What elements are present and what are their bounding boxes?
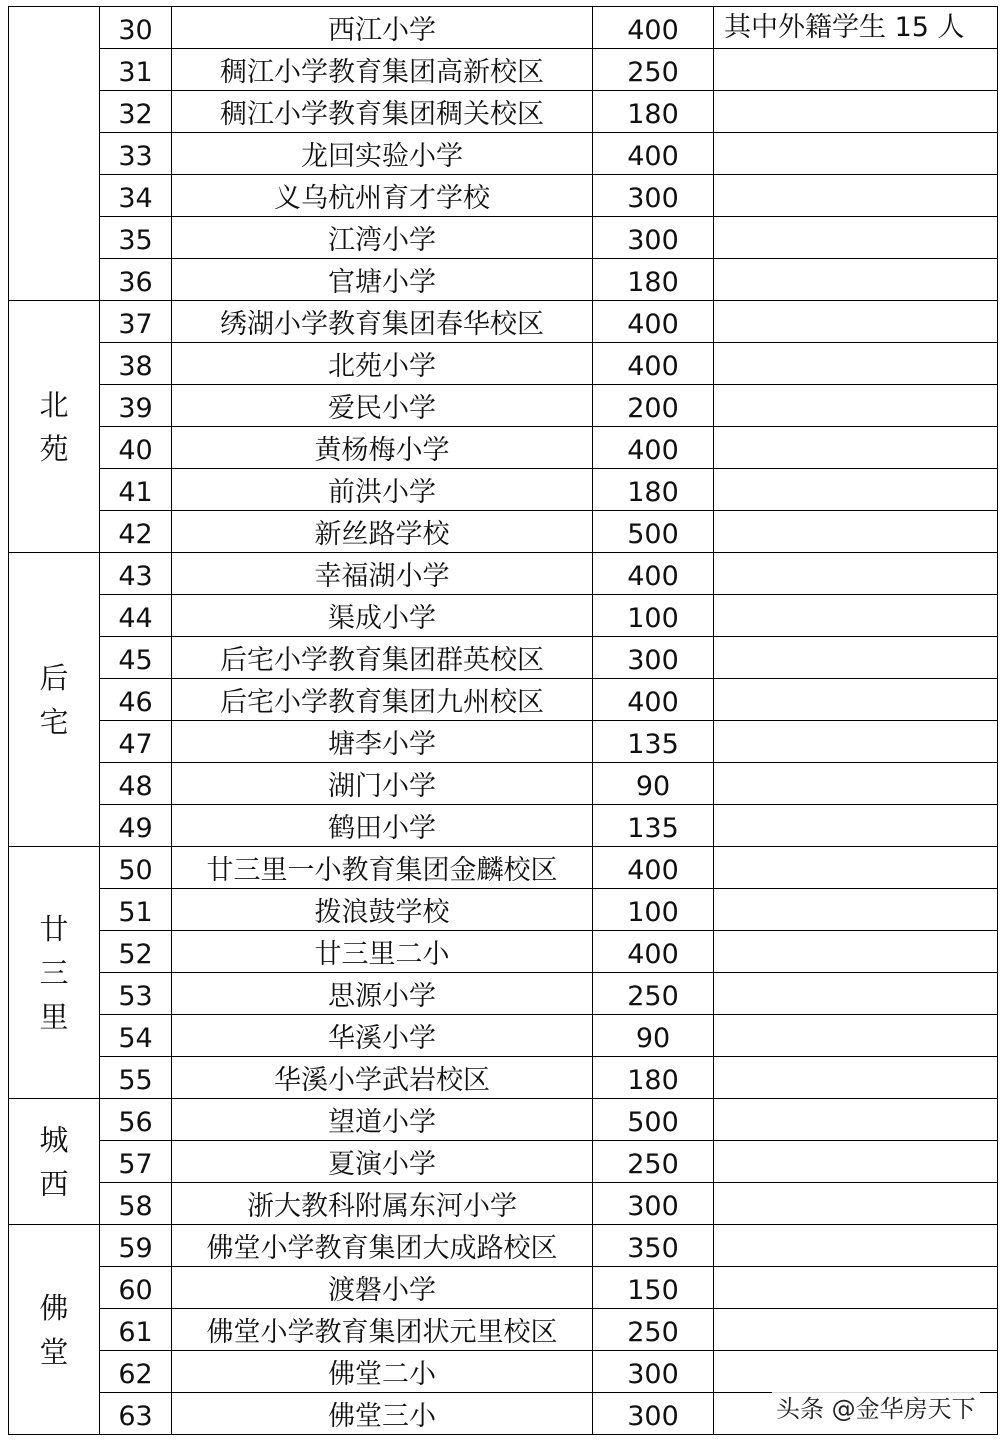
school-name: 江湾小学 — [328, 225, 436, 256]
enrollment-capacity-cell — [593, 553, 714, 595]
table-body — [9, 7, 998, 1435]
remark-cell — [714, 385, 998, 427]
remark-cell — [714, 1057, 998, 1099]
row-number: 45 — [118, 645, 153, 676]
remark-cell — [714, 679, 998, 721]
district-cell — [9, 7, 100, 301]
enrollment-capacity-cell — [593, 1099, 714, 1141]
remark-cell — [714, 343, 998, 385]
school-name: 北苑小学 — [328, 351, 436, 382]
row-number: 56 — [118, 1107, 153, 1138]
row-number: 50 — [118, 855, 153, 886]
table-row — [9, 721, 998, 763]
table-row — [9, 595, 998, 637]
school-name-cell — [172, 889, 593, 931]
row-number: 53 — [118, 981, 153, 1012]
school-name: 华溪小学 — [328, 1023, 436, 1054]
school-name: 廿三里一小教育集团金麟校区 — [206, 855, 558, 886]
enrollment-capacity: 135 — [627, 729, 679, 760]
enrollment-capacity: 180 — [627, 1065, 679, 1096]
school-name: 廿三里二小 — [314, 939, 450, 970]
table-row — [9, 553, 998, 595]
enrollment-capacity-cell — [593, 427, 714, 469]
school-name-cell — [172, 1099, 593, 1141]
school-name-cell — [172, 973, 593, 1015]
enrollment-capacity-cell — [593, 637, 714, 679]
enrollment-capacity-cell — [593, 973, 714, 1015]
enrollment-capacity-cell — [593, 931, 714, 973]
table-row — [9, 679, 998, 721]
row-number: 41 — [118, 477, 153, 508]
row-number: 43 — [118, 561, 153, 592]
enrollment-capacity: 200 — [627, 393, 679, 424]
remark-cell — [714, 1267, 998, 1309]
remark: 其中外籍学生 15 人 — [724, 12, 965, 43]
school-name-cell — [172, 1015, 593, 1057]
enrollment-capacity-cell — [593, 595, 714, 637]
table-row — [9, 1309, 998, 1351]
row-number: 57 — [118, 1149, 153, 1180]
school-name-cell — [172, 721, 593, 763]
school-name-cell — [172, 511, 593, 553]
row-number-cell — [100, 469, 172, 511]
school-name-cell — [172, 1393, 593, 1435]
school-name: 龙回实验小学 — [301, 141, 463, 172]
school-name-cell — [172, 217, 593, 259]
school-name: 稠江小学教育集团高新校区 — [220, 57, 544, 88]
row-number: 59 — [118, 1233, 153, 1264]
row-number-cell — [100, 973, 172, 1015]
school-name: 佛堂小学教育集团大成路校区 — [206, 1233, 558, 1264]
table-row — [9, 49, 998, 91]
row-number-cell — [100, 1015, 172, 1057]
row-number-cell — [100, 1099, 172, 1141]
row-number: 31 — [118, 57, 153, 88]
table-row — [9, 889, 998, 931]
remark-cell — [714, 1015, 998, 1057]
remark-cell — [714, 91, 998, 133]
row-number: 51 — [118, 897, 153, 928]
table-row — [9, 1351, 998, 1393]
school-name-cell — [172, 679, 593, 721]
row-number-cell — [100, 805, 172, 847]
watermark: 头条 @金华房天下 — [772, 1389, 980, 1424]
enrollment-capacity: 500 — [627, 519, 679, 550]
row-number-cell — [100, 931, 172, 973]
school-name-cell — [172, 175, 593, 217]
school-name-cell — [172, 1183, 593, 1225]
table-row — [9, 7, 998, 49]
enrollment-capacity: 250 — [627, 1317, 679, 1348]
table-row — [9, 1099, 998, 1141]
district-cell — [9, 553, 100, 847]
row-number-cell — [100, 49, 172, 91]
enrollment-capacity-cell — [593, 1309, 714, 1351]
district-cell — [9, 1099, 100, 1225]
school-name: 华溪小学武岩校区 — [274, 1065, 490, 1096]
enrollment-capacity-cell — [593, 847, 714, 889]
school-name-cell — [172, 595, 593, 637]
enrollment-capacity-cell — [593, 1351, 714, 1393]
row-number-cell — [100, 385, 172, 427]
table-row — [9, 1183, 998, 1225]
row-number: 62 — [118, 1359, 153, 1390]
enrollment-capacity-cell — [593, 805, 714, 847]
table-row — [9, 385, 998, 427]
enrollment-capacity: 250 — [627, 981, 679, 1012]
school-name-cell — [172, 1309, 593, 1351]
row-number-cell — [100, 1057, 172, 1099]
remark-cell — [714, 301, 998, 343]
table-row — [9, 133, 998, 175]
school-name: 后宅小学教育集团群英校区 — [220, 645, 544, 676]
enrollment-capacity: 300 — [627, 645, 679, 676]
enrollment-capacity-cell — [593, 343, 714, 385]
school-name-cell — [172, 343, 593, 385]
remark-cell — [714, 889, 998, 931]
school-name: 稠江小学教育集团稠关校区 — [220, 99, 544, 130]
school-name: 渡磐小学 — [328, 1275, 436, 1306]
table-row — [9, 259, 998, 301]
table-row — [9, 175, 998, 217]
district-cell — [9, 301, 100, 553]
row-number: 44 — [118, 603, 153, 634]
row-number-cell — [100, 595, 172, 637]
district-name: 廿三里 — [39, 911, 69, 1034]
row-number-cell — [100, 721, 172, 763]
row-number: 58 — [118, 1191, 153, 1222]
enrollment-capacity-cell — [593, 91, 714, 133]
row-number: 40 — [118, 435, 153, 466]
row-number: 48 — [118, 771, 153, 802]
enrollment-capacity-cell — [593, 469, 714, 511]
district-name: 城西 — [39, 1122, 69, 1201]
row-number-cell — [100, 679, 172, 721]
enrollment-capacity-cell — [593, 763, 714, 805]
district-name: 北苑 — [39, 387, 69, 466]
row-number-cell — [100, 889, 172, 931]
enrollment-capacity-cell — [593, 301, 714, 343]
school-name: 佛堂三小 — [328, 1401, 436, 1432]
row-number-cell — [100, 1351, 172, 1393]
remark-cell — [714, 259, 998, 301]
table-row — [9, 343, 998, 385]
row-number-cell — [100, 133, 172, 175]
row-number: 63 — [118, 1401, 153, 1432]
remark-cell — [714, 427, 998, 469]
school-name-cell — [172, 931, 593, 973]
school-name-cell — [172, 385, 593, 427]
district-name: 佛堂 — [39, 1290, 69, 1369]
enrollment-capacity: 180 — [627, 99, 679, 130]
school-name: 佛堂小学教育集团状元里校区 — [206, 1317, 558, 1348]
table-row — [9, 1057, 998, 1099]
remark-cell — [714, 1141, 998, 1183]
school-name: 黄杨梅小学 — [314, 435, 450, 466]
remark-cell — [714, 637, 998, 679]
table-row — [9, 931, 998, 973]
enrollment-capacity-cell — [593, 721, 714, 763]
enrollment-capacity: 150 — [627, 1275, 679, 1306]
row-number-cell — [100, 511, 172, 553]
row-number: 34 — [118, 183, 153, 214]
enrollment-capacity: 100 — [627, 897, 679, 928]
remark-cell — [714, 511, 998, 553]
school-name: 湖门小学 — [328, 771, 436, 802]
school-name-cell — [172, 7, 593, 49]
school-name-cell — [172, 427, 593, 469]
table-row — [9, 847, 998, 889]
row-number-cell — [100, 1267, 172, 1309]
row-number: 54 — [118, 1023, 153, 1054]
enrollment-capacity: 300 — [627, 1401, 679, 1432]
district-cell — [9, 847, 100, 1099]
row-number-cell — [100, 1183, 172, 1225]
school-name: 爱民小学 — [328, 393, 436, 424]
row-number-cell — [100, 1393, 172, 1435]
school-name-cell — [172, 637, 593, 679]
table-row — [9, 427, 998, 469]
row-number: 52 — [118, 939, 153, 970]
table-row — [9, 217, 998, 259]
school-name-cell — [172, 553, 593, 595]
row-number-cell — [100, 763, 172, 805]
row-number-cell — [100, 427, 172, 469]
school-name-cell — [172, 301, 593, 343]
school-name-cell — [172, 133, 593, 175]
row-number-cell — [100, 637, 172, 679]
remark-cell — [714, 217, 998, 259]
row-number: 47 — [118, 729, 153, 760]
enrollment-capacity: 90 — [635, 771, 671, 802]
enrollment-capacity-cell — [593, 1267, 714, 1309]
school-name: 前洪小学 — [328, 477, 436, 508]
enrollment-capacity-cell — [593, 1057, 714, 1099]
row-number-cell — [100, 301, 172, 343]
enrollment-capacity: 180 — [627, 477, 679, 508]
row-number: 35 — [118, 225, 153, 256]
remark-cell — [714, 763, 998, 805]
school-name-cell — [172, 763, 593, 805]
table-row — [9, 301, 998, 343]
school-name-cell — [172, 1351, 593, 1393]
enrollment-capacity: 400 — [627, 309, 679, 340]
school-name: 新丝路学校 — [314, 519, 450, 550]
school-name: 鹤田小学 — [328, 813, 436, 844]
row-number: 46 — [118, 687, 153, 718]
table-row — [9, 763, 998, 805]
enrollment-capacity: 300 — [627, 1359, 679, 1390]
row-number: 60 — [118, 1275, 153, 1306]
school-name-cell — [172, 805, 593, 847]
remark-cell — [714, 973, 998, 1015]
enrollment-capacity: 400 — [627, 141, 679, 172]
row-number: 32 — [118, 99, 153, 130]
school-name-cell — [172, 847, 593, 889]
row-number-cell — [100, 1225, 172, 1267]
school-name: 渠成小学 — [328, 603, 436, 634]
enrollment-capacity: 180 — [627, 267, 679, 298]
row-number-cell — [100, 91, 172, 133]
school-name: 幸福湖小学 — [314, 561, 450, 592]
enrollment-capacity: 400 — [627, 687, 679, 718]
enrollment-capacity: 135 — [627, 813, 679, 844]
enrollment-capacity: 400 — [627, 561, 679, 592]
school-name: 后宅小学教育集团九州校区 — [220, 687, 544, 718]
remark-cell — [714, 133, 998, 175]
enrollment-capacity: 250 — [627, 57, 679, 88]
enrollment-capacity-cell — [593, 1183, 714, 1225]
row-number-cell — [100, 217, 172, 259]
enrollment-capacity: 500 — [627, 1107, 679, 1138]
district-cell — [9, 1225, 100, 1435]
row-number: 39 — [118, 393, 153, 424]
enrollment-capacity: 100 — [627, 603, 679, 634]
enrollment-capacity-cell — [593, 1141, 714, 1183]
enrollment-capacity: 400 — [627, 855, 679, 886]
enrollment-capacity-cell — [593, 1225, 714, 1267]
row-number-cell — [100, 1309, 172, 1351]
school-name: 西江小学 — [328, 15, 436, 46]
school-name-cell — [172, 259, 593, 301]
table-row — [9, 1015, 998, 1057]
enrollment-capacity-cell — [593, 385, 714, 427]
table-row — [9, 91, 998, 133]
school-name-cell — [172, 469, 593, 511]
row-number: 61 — [118, 1317, 153, 1348]
enrollment-capacity-cell — [593, 1393, 714, 1435]
table-row — [9, 637, 998, 679]
enrollment-capacity-cell — [593, 1015, 714, 1057]
row-number-cell — [100, 553, 172, 595]
enrollment-capacity: 90 — [635, 1023, 671, 1054]
district-name: 后宅 — [39, 660, 69, 739]
remark-cell — [714, 1351, 998, 1393]
remark-cell — [714, 1183, 998, 1225]
table-row — [9, 469, 998, 511]
remark-cell — [714, 595, 998, 637]
row-number: 36 — [118, 267, 153, 298]
remark-cell — [714, 1309, 998, 1351]
school-name-cell — [172, 49, 593, 91]
school-name-cell — [172, 91, 593, 133]
remark-cell — [714, 847, 998, 889]
row-number-cell — [100, 847, 172, 889]
enrollment-capacity: 400 — [627, 435, 679, 466]
enrollment-capacity-cell — [593, 889, 714, 931]
remark-cell — [714, 1225, 998, 1267]
enrollment-capacity: 350 — [627, 1233, 679, 1264]
table-row — [9, 511, 998, 553]
row-number-cell — [100, 1141, 172, 1183]
remark-cell — [714, 49, 998, 91]
row-number: 30 — [118, 15, 153, 46]
school-capacity-table — [8, 6, 998, 1435]
row-number: 55 — [118, 1065, 153, 1096]
row-number-cell — [100, 7, 172, 49]
school-name: 佛堂二小 — [328, 1359, 436, 1390]
enrollment-capacity-cell — [593, 217, 714, 259]
remark-cell — [714, 469, 998, 511]
school-name-cell — [172, 1267, 593, 1309]
row-number: 37 — [118, 309, 153, 340]
school-name: 绣湖小学教育集团春华校区 — [220, 309, 544, 340]
enrollment-capacity-cell — [593, 7, 714, 49]
enrollment-capacity-cell — [593, 175, 714, 217]
remark-cell — [714, 805, 998, 847]
remark-cell — [714, 721, 998, 763]
school-name: 望道小学 — [328, 1107, 436, 1138]
table-row — [9, 1225, 998, 1267]
row-number: 49 — [118, 813, 153, 844]
school-name-cell — [172, 1057, 593, 1099]
enrollment-capacity-cell — [593, 511, 714, 553]
row-number: 33 — [118, 141, 153, 172]
row-number: 38 — [118, 351, 153, 382]
school-name: 塘李小学 — [328, 729, 436, 760]
school-name: 思源小学 — [328, 981, 436, 1012]
remark-cell — [714, 7, 998, 49]
enrollment-capacity: 250 — [627, 1149, 679, 1180]
remark-cell — [714, 553, 998, 595]
enrollment-capacity-cell — [593, 259, 714, 301]
school-name: 官塘小学 — [328, 267, 436, 298]
enrollment-capacity: 300 — [627, 183, 679, 214]
school-name: 义乌杭州育才学校 — [274, 183, 490, 214]
row-number-cell — [100, 259, 172, 301]
enrollment-capacity-cell — [593, 49, 714, 91]
row-number-cell — [100, 343, 172, 385]
table-row — [9, 1267, 998, 1309]
row-number-cell — [100, 175, 172, 217]
row-number: 42 — [118, 519, 153, 550]
enrollment-capacity: 300 — [627, 1191, 679, 1222]
school-name: 夏演小学 — [328, 1149, 436, 1180]
enrollment-capacity: 400 — [627, 351, 679, 382]
table-row — [9, 973, 998, 1015]
enrollment-capacity: 300 — [627, 225, 679, 256]
enrollment-capacity-cell — [593, 679, 714, 721]
school-name: 拨浪鼓学校 — [314, 897, 450, 928]
enrollment-capacity-cell — [593, 133, 714, 175]
school-name-cell — [172, 1141, 593, 1183]
table-row — [9, 805, 998, 847]
table-row — [9, 1141, 998, 1183]
remark-cell — [714, 1099, 998, 1141]
enrollment-capacity: 400 — [627, 15, 679, 46]
school-name-cell — [172, 1225, 593, 1267]
school-name: 浙大教科附属东河小学 — [247, 1191, 517, 1222]
remark-cell — [714, 175, 998, 217]
remark-cell — [714, 931, 998, 973]
enrollment-capacity: 400 — [627, 939, 679, 970]
